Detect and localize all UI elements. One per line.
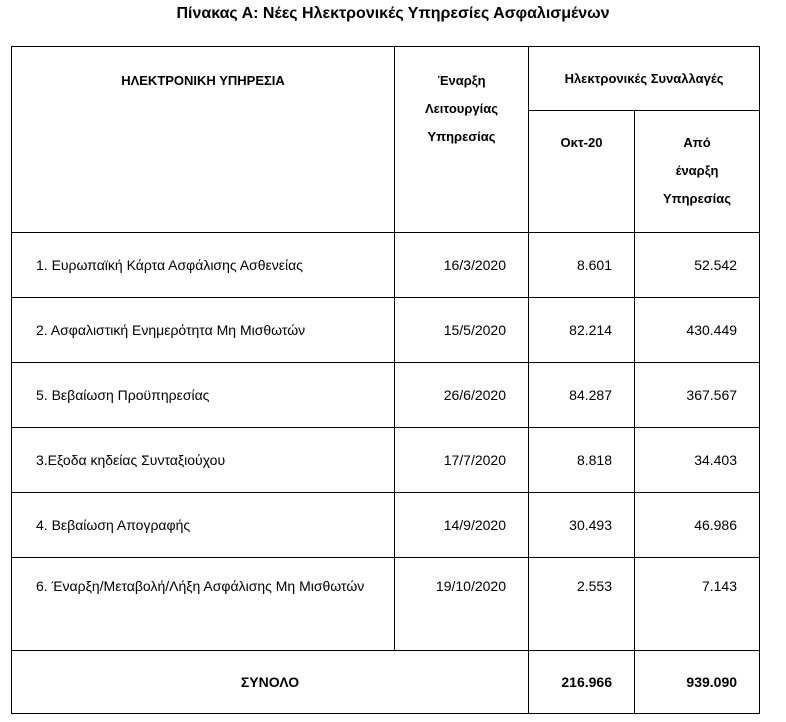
services-table [11, 46, 760, 714]
table-row [12, 428, 760, 493]
table-row [12, 298, 760, 363]
start-date: 16/3/2020 [395, 233, 529, 298]
total-transactions: 430.449 [635, 298, 760, 363]
header-start-date [395, 47, 529, 233]
total-transactions: 52.542 [635, 233, 760, 298]
service-name: 4. Βεβαίωση Απογραφής [12, 493, 395, 558]
table-row [12, 558, 760, 651]
header-electronic-transactions: Ηλεκτρονικές Συναλλαγές [529, 47, 760, 111]
header-since-line: έναρξη [675, 163, 719, 178]
header-row-top [12, 47, 760, 111]
month-transactions: 8.818 [529, 428, 635, 493]
header-start-line: Υπηρεσίας [427, 129, 496, 144]
total-row [12, 651, 760, 714]
service-name: 1. Ευρωπαϊκή Κάρτα Ασφάλισης Ασθενείας [12, 233, 395, 298]
service-name: 3.Εξοδα κηδείας Συνταξιούχου [12, 428, 395, 493]
header-start-line: Λειτουργίας [424, 101, 499, 116]
total-transactions: 34.403 [635, 428, 760, 493]
table-row [12, 233, 760, 298]
header-since-start [635, 111, 760, 233]
table-row [12, 363, 760, 428]
page-title: Πίνακας Α: Νέες Ηλεκτρονικές Υπηρεσίες Ασφαλισμένων [176, 5, 610, 22]
month-transactions: 2.553 [529, 558, 635, 651]
service-name: 5. Βεβαίωση Προϋπηρεσίας [12, 363, 395, 428]
start-date: 19/10/2020 [395, 558, 529, 651]
month-transactions: 82.214 [529, 298, 635, 363]
total-label: ΣΥΝΟΛΟ [12, 651, 529, 714]
header-since-line: Από [683, 135, 711, 150]
total-transactions: 367.567 [635, 363, 760, 428]
start-date: 17/7/2020 [395, 428, 529, 493]
total-month: 216.966 [529, 651, 635, 714]
header-since-line: Υπηρεσίας [662, 191, 732, 206]
header-start-line: Έναρξη [437, 73, 486, 88]
month-transactions: 8.601 [529, 233, 635, 298]
total-transactions: 46.986 [635, 493, 760, 558]
service-name: 6. Έναρξη/Μεταβολή/Λήξη Ασφάλισης Μη Μισθωτών [12, 558, 395, 651]
start-date: 15/5/2020 [395, 298, 529, 363]
month-transactions: 84.287 [529, 363, 635, 428]
header-service: ΗΛΕΚΤΡΟΝΙΚΗ ΥΠΗΡΕΣΙΑ [12, 47, 395, 233]
header-month: Οκτ-20 [529, 111, 635, 233]
total-since-start: 939.090 [635, 651, 760, 714]
service-name: 2. Ασφαλιστική Ενημερότητα Μη Μισθωτών [12, 298, 395, 363]
month-transactions: 30.493 [529, 493, 635, 558]
total-transactions: 7.143 [635, 558, 760, 651]
start-date: 26/6/2020 [395, 363, 529, 428]
table-row [12, 493, 760, 558]
start-date: 14/9/2020 [395, 493, 529, 558]
